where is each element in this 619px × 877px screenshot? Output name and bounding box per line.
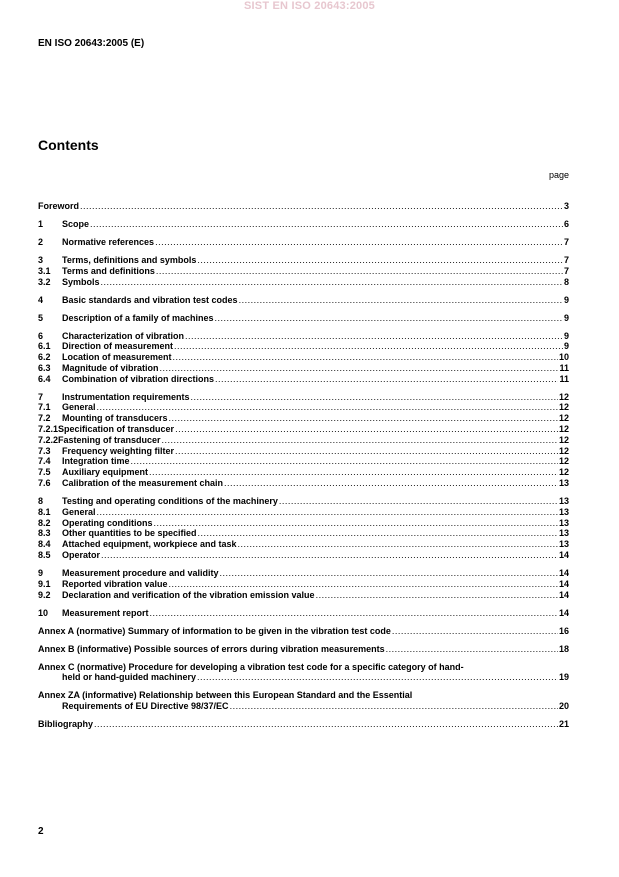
toc-entry-page: 9: [563, 341, 569, 352]
toc-entry-number: 6.4: [38, 373, 51, 384]
toc-entry[interactable]: [38, 392, 569, 403]
toc-entry-title: Specification of transducer: [58, 424, 175, 435]
toc-entry-number: 2: [38, 236, 44, 247]
toc-entry[interactable]: [38, 374, 569, 385]
toc-entry-title: Annex B (informative) Possible sources of errors during vibration measurements: [38, 643, 385, 654]
toc-entry-number: 6: [38, 330, 44, 341]
toc-entry-number: 8: [38, 496, 44, 507]
toc-entry[interactable]: [38, 518, 569, 529]
toc-leader-dots: [191, 392, 558, 403]
toc-entry-page: 19: [558, 672, 569, 683]
toc-entry-continuation: [38, 701, 569, 712]
toc-entry[interactable]: [38, 528, 569, 539]
toc-entry-number: 7.5: [38, 467, 51, 478]
toc-entry-number: 7: [38, 391, 44, 402]
toc-entry-page: 12: [558, 402, 569, 413]
toc-entry[interactable]: [38, 341, 569, 352]
toc-leader-dots: [131, 456, 558, 467]
toc-entry-number: 7.2.1: [38, 424, 59, 435]
toc-annex-entry[interactable]: [38, 662, 569, 684]
toc-entry[interactable]: [38, 313, 569, 324]
toc-leader-dots: [169, 413, 558, 424]
toc-entry-title: General: [62, 506, 96, 517]
toc-entry-page: 14: [558, 568, 569, 578]
toc-entry-title: Characterization of vibration: [62, 330, 185, 341]
toc-entry-number: 8.5: [38, 550, 51, 561]
toc-entry-bibliography[interactable]: [38, 719, 569, 730]
toc-entry-number: 9: [38, 568, 44, 578]
toc-entry[interactable]: [38, 255, 569, 266]
toc-entry-number: 7.6: [38, 478, 51, 489]
toc-entry[interactable]: [38, 435, 569, 446]
toc-entry-number: 8.4: [38, 539, 51, 550]
toc-entry-number: 9.1: [38, 578, 51, 589]
toc-entry-page: 12: [558, 434, 569, 445]
watermark: SIST EN ISO 20643:2005: [244, 0, 375, 12]
toc-entry[interactable]: [38, 413, 569, 424]
toc-entry-title: Other quantities to be specified: [62, 528, 197, 539]
toc-entry-page: 6: [563, 218, 569, 229]
toc-entry-page: 12: [558, 456, 569, 467]
toc-entry-title: Declaration and verification of the vibration emission value: [62, 589, 315, 600]
toc-entry-page: 9: [563, 294, 569, 305]
toc-entry-title: Bibliography: [38, 719, 94, 730]
toc-entry-title: Mounting of transducers: [62, 413, 168, 424]
toc-leader-dots: [156, 266, 563, 277]
toc-entry-title-cont: held or hand-guided machinery: [62, 672, 197, 683]
toc-leader-dots: [169, 579, 558, 590]
toc-leader-dots: [149, 467, 558, 478]
toc-entry[interactable]: [38, 424, 569, 435]
toc-entry-title: Direction of measurement: [62, 341, 174, 352]
toc-entry-title: Instrumentation requirements: [62, 391, 190, 402]
toc-entry[interactable]: [38, 644, 569, 655]
toc-entry-number: 7.1: [38, 402, 51, 413]
toc-entry-page: 21: [558, 719, 569, 730]
toc-entry[interactable]: [38, 626, 569, 637]
toc-entry-title: Reported vibration value: [62, 578, 168, 589]
toc-entry-page: 13: [558, 539, 569, 550]
toc-entry[interactable]: [38, 507, 569, 518]
toc-leader-dots: [392, 626, 558, 637]
toc-entry-title: Annex A (normative) Summary of information to be given in the vibration test code: [38, 625, 391, 636]
toc-entry-page: 14: [558, 550, 569, 561]
toc-entry-number: 3.1: [38, 265, 51, 276]
toc-entry[interactable]: [38, 363, 569, 374]
toc-entry-title: Annex ZA (informative) Relationship between this European Standard and the Essential: [38, 690, 413, 701]
toc-entry[interactable]: [38, 568, 569, 579]
toc-entry[interactable]: [38, 478, 569, 489]
toc-entry-page: 7: [563, 265, 569, 276]
toc-entry[interactable]: [38, 219, 569, 230]
toc-entry-title: Terms, definitions and symbols: [62, 254, 197, 265]
toc-entry-number: 6.3: [38, 362, 51, 373]
toc-leader-dots: [97, 507, 558, 518]
toc-entry[interactable]: [38, 608, 569, 619]
toc-entry-number: 7.2.2: [38, 434, 59, 445]
toc-entry-page: 8: [563, 276, 569, 287]
toc-leader-dots: [198, 528, 558, 539]
toc-entry-page: 13: [558, 517, 569, 528]
toc-entry-title: Calibration of the measurement chain: [62, 478, 224, 489]
toc-entry-page: 13: [558, 496, 569, 507]
toc-entry-title: General: [62, 402, 96, 413]
toc-leader-dots: [97, 402, 558, 413]
toc-entry-number: 7.2: [38, 413, 51, 424]
toc-entry-number: 8.3: [38, 528, 51, 539]
toc-entry-page: 16: [558, 625, 569, 636]
toc-entry-title: Integration time: [62, 456, 130, 467]
toc-entry[interactable]: [38, 237, 569, 248]
toc-entry-number: 7.4: [38, 456, 51, 467]
toc-entry-page: 12: [558, 424, 569, 435]
toc-entry-number: 4: [38, 294, 44, 305]
toc-entry-page: 10: [558, 352, 569, 363]
toc-entry-page: 14: [558, 607, 569, 618]
toc-leader-dots: [185, 331, 563, 342]
toc-entry[interactable]: [38, 467, 569, 478]
toc-leader-dots: [154, 518, 558, 529]
toc-entry-title: Magnitude of vibration: [62, 362, 159, 373]
toc-leader-dots: [160, 363, 559, 374]
toc-entry[interactable]: [38, 266, 569, 277]
toc-leader-dots: [279, 496, 558, 507]
toc-entry-number: 9.2: [38, 589, 51, 600]
toc-entry-page: 9: [563, 330, 569, 341]
toc-entry[interactable]: [38, 539, 569, 550]
toc-entry-title: Terms and definitions: [62, 265, 155, 276]
toc-entry-title: Attached equipment, workpiece and task: [62, 539, 237, 550]
toc-entry-title: Frequency weighting filter: [62, 445, 175, 456]
toc-entry-number: 10: [38, 607, 49, 618]
toc-entry-page: 14: [558, 589, 569, 600]
toc-leader-dots: [155, 237, 563, 248]
toc-entry-page: 12: [558, 467, 569, 478]
toc-entry-number: 7.3: [38, 445, 51, 456]
toc-entry-title: Auxiliary equipment: [62, 467, 149, 478]
toc-entry[interactable]: [38, 352, 569, 363]
toc-entry-number: 6.1: [38, 341, 51, 352]
toc-leader-dots: [224, 478, 558, 489]
toc-entry-number: 3.2: [38, 276, 51, 287]
toc-entry-page: 11: [559, 373, 569, 384]
toc-entry-title-cont: Requirements of EU Directive 98/37/EC: [62, 701, 229, 712]
toc-entry-continuation: [38, 672, 569, 683]
toc-leader-dots: [197, 672, 558, 683]
toc-entry-title: Combination of vibration directions: [62, 373, 215, 384]
toc-entry-page: 12: [558, 391, 569, 402]
toc-entry-title: Operating conditions: [62, 517, 153, 528]
toc-annex-entry[interactable]: [38, 690, 569, 712]
table-of-contents: [38, 201, 569, 730]
toc-entry-page: 13: [558, 478, 569, 489]
toc-entry-title: Basic standards and vibration test codes: [62, 294, 238, 305]
toc-entry-page: 13: [558, 506, 569, 517]
toc-entry-page: 7: [563, 236, 569, 247]
toc-entry[interactable]: [38, 277, 569, 288]
toc-entry-title: Foreword: [38, 201, 80, 211]
toc-entry-title: Fastening of transducer: [58, 434, 161, 445]
toc-entry[interactable]: [38, 496, 569, 507]
toc-entry[interactable]: [38, 456, 569, 467]
toc-entry[interactable]: [38, 402, 569, 413]
toc-entry[interactable]: [38, 446, 569, 457]
toc-entry-title: Annex C (normative) Procedure for developing a vibration test code for a specific category of hand-: [38, 661, 464, 672]
toc-entry[interactable]: [38, 331, 569, 342]
toc-entry[interactable]: [38, 550, 569, 561]
toc-leader-dots: [101, 550, 558, 561]
toc-leader-dots: [175, 446, 558, 457]
toc-leader-dots: [238, 539, 558, 550]
toc-entry[interactable]: [38, 201, 569, 212]
toc-entry-title: Normative references: [62, 236, 155, 247]
toc-leader-dots: [162, 435, 558, 446]
page-column-label: page: [548, 170, 569, 180]
toc-entry-page: 3: [563, 201, 569, 211]
toc-leader-dots: [90, 219, 563, 230]
toc-entry-title: Scope: [62, 218, 90, 229]
page-number: 2: [38, 826, 44, 837]
toc-leader-dots: [94, 719, 558, 730]
document-id: EN ISO 20643:2005 (E): [38, 38, 145, 49]
toc-entry-number: 8.1: [38, 506, 51, 517]
toc-leader-dots: [174, 341, 563, 352]
toc-leader-dots: [101, 277, 563, 288]
toc-entry-number: 8.2: [38, 517, 51, 528]
toc-leader-dots: [220, 568, 558, 579]
toc-entry-page: 12: [558, 445, 569, 456]
toc-entry-title: Description of a family of machines: [62, 312, 214, 323]
toc-entry-page: 20: [558, 701, 569, 712]
toc-entry-title: Measurement procedure and validity: [62, 568, 219, 578]
toc-entry-number: 1: [38, 218, 44, 229]
toc-leader-dots: [316, 590, 558, 601]
toc-entry[interactable]: [38, 590, 569, 601]
toc-entry-page: 7: [563, 254, 569, 265]
toc-leader-dots: [215, 374, 558, 385]
toc-entry-title: Operator: [62, 550, 101, 561]
toc-leader-dots: [150, 608, 558, 619]
toc-leader-dots: [175, 424, 558, 435]
toc-entry-page: 13: [558, 528, 569, 539]
toc-leader-dots: [80, 201, 563, 212]
toc-entry-page: 14: [558, 578, 569, 589]
toc-leader-dots: [230, 701, 558, 712]
toc-entry-title: Location of measurement: [62, 352, 172, 363]
toc-entry[interactable]: [38, 295, 569, 306]
toc-entry-page: 18: [558, 643, 569, 654]
toc-entry-title: Testing and operating conditions of the machinery: [62, 496, 278, 507]
toc-leader-dots: [215, 313, 563, 324]
page-title: Contents: [38, 137, 99, 153]
toc-leader-dots: [173, 352, 558, 363]
toc-entry-title: Measurement report: [62, 607, 149, 618]
toc-entry-number: 6.2: [38, 352, 51, 363]
toc-entry-number: 3: [38, 254, 44, 265]
toc-entry-number: 5: [38, 312, 44, 323]
toc-entry-page: 11: [559, 362, 569, 373]
toc-entry-page: 9: [563, 312, 569, 323]
toc-entry-page: 12: [558, 413, 569, 424]
toc-leader-dots: [386, 644, 558, 655]
toc-entry-title: Symbols: [62, 276, 100, 287]
toc-leader-dots: [239, 295, 563, 306]
toc-leader-dots: [197, 255, 563, 266]
toc-entry[interactable]: [38, 579, 569, 590]
